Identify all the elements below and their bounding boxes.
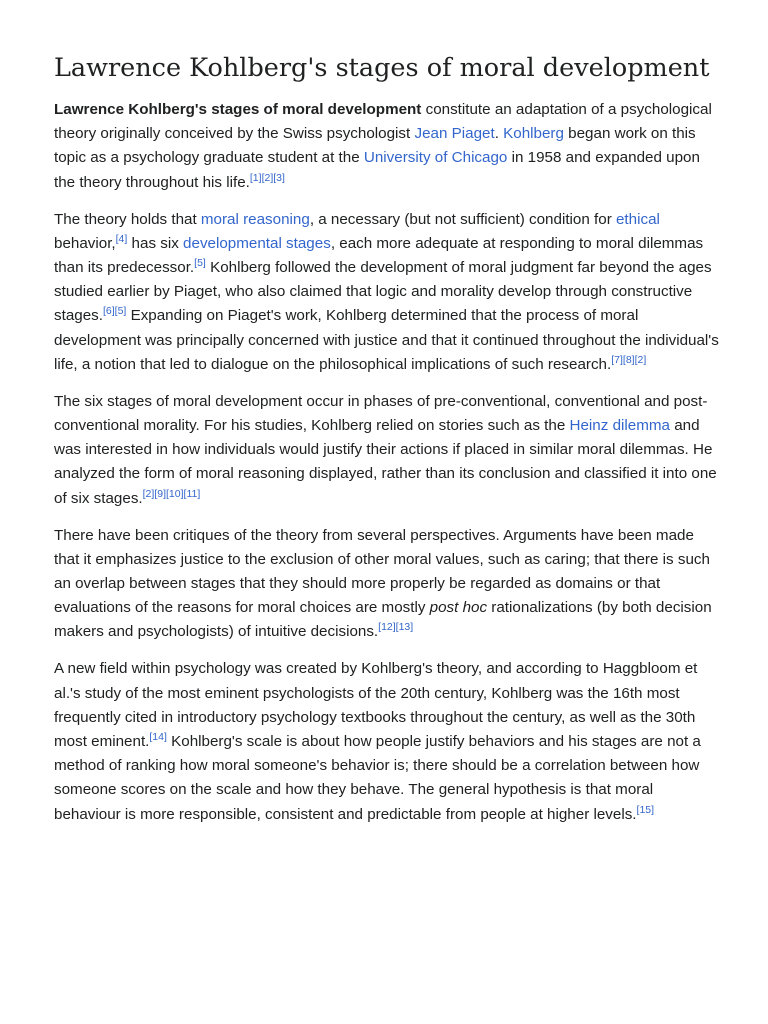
text-run: The theory holds that (54, 210, 201, 228)
text-run: rationalizations (by both decision makers and psychologists) of intuitive decisions. (54, 599, 712, 641)
text-run: A new field within psychology was created by Kohlberg's theory, and according to Haggbloom et al.'s study of the most eminent psychologists of the 20th century, Kohlberg was the 16th most frequently cited in introductory psychology textbooks throughout the century, as well as the 30th most eminent. (54, 660, 698, 751)
text-run: There have been critiques of the theory from several perspectives. Arguments have been made that it emphasizes justice to the exclusion of other moral values, such as caring; that there is such an overlap between stages that they should more properly be regarded as domains or that evaluations of the reasons for moral choices are mostly (54, 526, 710, 617)
text-run: . (494, 125, 504, 143)
link-kohlberg[interactable]: Kohlberg (503, 125, 564, 143)
citation-group (611, 354, 646, 366)
citation-2[interactable]: [2] (634, 353, 647, 366)
citation-group (149, 731, 167, 743)
citation-5[interactable]: [5] (194, 257, 206, 270)
citation-10[interactable]: [10] (166, 487, 184, 500)
text-run: , each more adequate at responding to moral dilemmas than its predecessor. (54, 234, 704, 277)
citation-group (378, 621, 413, 633)
citation-7[interactable]: [7] (611, 353, 623, 366)
citation-3[interactable]: [3] (273, 171, 285, 184)
lead-bold-term: Lawrence Kohlberg's stages of moral development (54, 101, 422, 118)
citation-group (250, 172, 285, 184)
text-run: began work on this topic as a psychology graduate student at the (54, 125, 696, 167)
citation-group (143, 488, 201, 500)
link-moral-reasoning[interactable]: moral reasoning (200, 210, 310, 228)
text-run: in 1958 and expanded upon the theory throughout his life. (54, 149, 700, 191)
link-heinz-dilemma[interactable]: Heinz dilemma (569, 417, 670, 435)
paragraph-influence (54, 657, 722, 826)
citation-9[interactable]: [9] (154, 487, 167, 500)
text-run: constitute an adaptation of a psychological theory originally conceived by the Swiss psychologist (54, 101, 712, 143)
text-run: Kohlberg followed the development of moral judgment far beyond the ages studied earlier by Piaget, who also claimed that logic and morality develop through constructive stages. (54, 259, 712, 325)
text-run: behavior, (54, 234, 116, 252)
citation-2[interactable]: [2] (261, 171, 274, 184)
paragraph-critiques (54, 524, 722, 645)
text-run: Kohlberg's scale is about how people justify behaviors and his stages are not a method of ranking how moral someone's behavior is; there should be a correlation between how someone scores on the scale and how they behave. The general hypothesis is that moral behaviour is more responsible, consistent and predictable from people at higher levels. (54, 733, 701, 823)
link-jean-piaget[interactable]: Jean Piaget (414, 125, 495, 143)
article (54, 0, 722, 827)
link-university-of-chicago[interactable]: University of Chicago (363, 149, 508, 167)
citation-2[interactable]: [2] (142, 487, 155, 500)
italic-term: post hoc (429, 599, 488, 617)
paragraph-stages (54, 390, 722, 511)
text-run: Expanding on Piaget's work, Kohlberg determined that the process of moral development was principally concerned with justice and that it continued throughout the individual's life, a notion that led to dialogue on the philosophical implications of such research. (54, 307, 719, 373)
text-run: has six (127, 234, 184, 252)
citation-1[interactable]: [1] (249, 171, 262, 184)
citation-5[interactable]: [5] (114, 305, 127, 318)
link-developmental-stages[interactable]: developmental stages (183, 234, 331, 252)
citation-group (194, 257, 206, 269)
citation-6[interactable]: [6] (102, 305, 115, 318)
paragraph-theory (54, 208, 722, 377)
citation-group (103, 305, 126, 317)
link-ethical[interactable]: ethical (615, 210, 660, 228)
text-run: , a necessary (but not sufficient) condition for (309, 210, 616, 228)
page-title: Lawrence Kohlberg's stages of moral development (54, 53, 710, 83)
text-run: The six stages of moral development occur in phases of pre-conventional, conventional and post-conventional morality. For his studies, Kohlberg relied on stories such as the (54, 392, 708, 435)
citation-12[interactable]: [12] (378, 621, 396, 634)
citation-15[interactable]: [15] (636, 803, 655, 816)
citation-14[interactable]: [14] (149, 731, 167, 744)
citation-13[interactable]: [13] (395, 621, 414, 634)
citation-group (637, 804, 655, 816)
citation-8[interactable]: [8] (622, 353, 635, 366)
citation-group (116, 233, 128, 245)
text-run: and was interested in how individuals would justify their actions if placed in similar moral dilemmas. He analyzed the form of moral reasoning displayed, rather than its conclusion and classified it into one of six stages. (54, 417, 717, 507)
citation-11[interactable]: [11] (183, 487, 201, 500)
lead-paragraph (54, 98, 722, 195)
citation-4[interactable]: [4] (115, 232, 128, 245)
